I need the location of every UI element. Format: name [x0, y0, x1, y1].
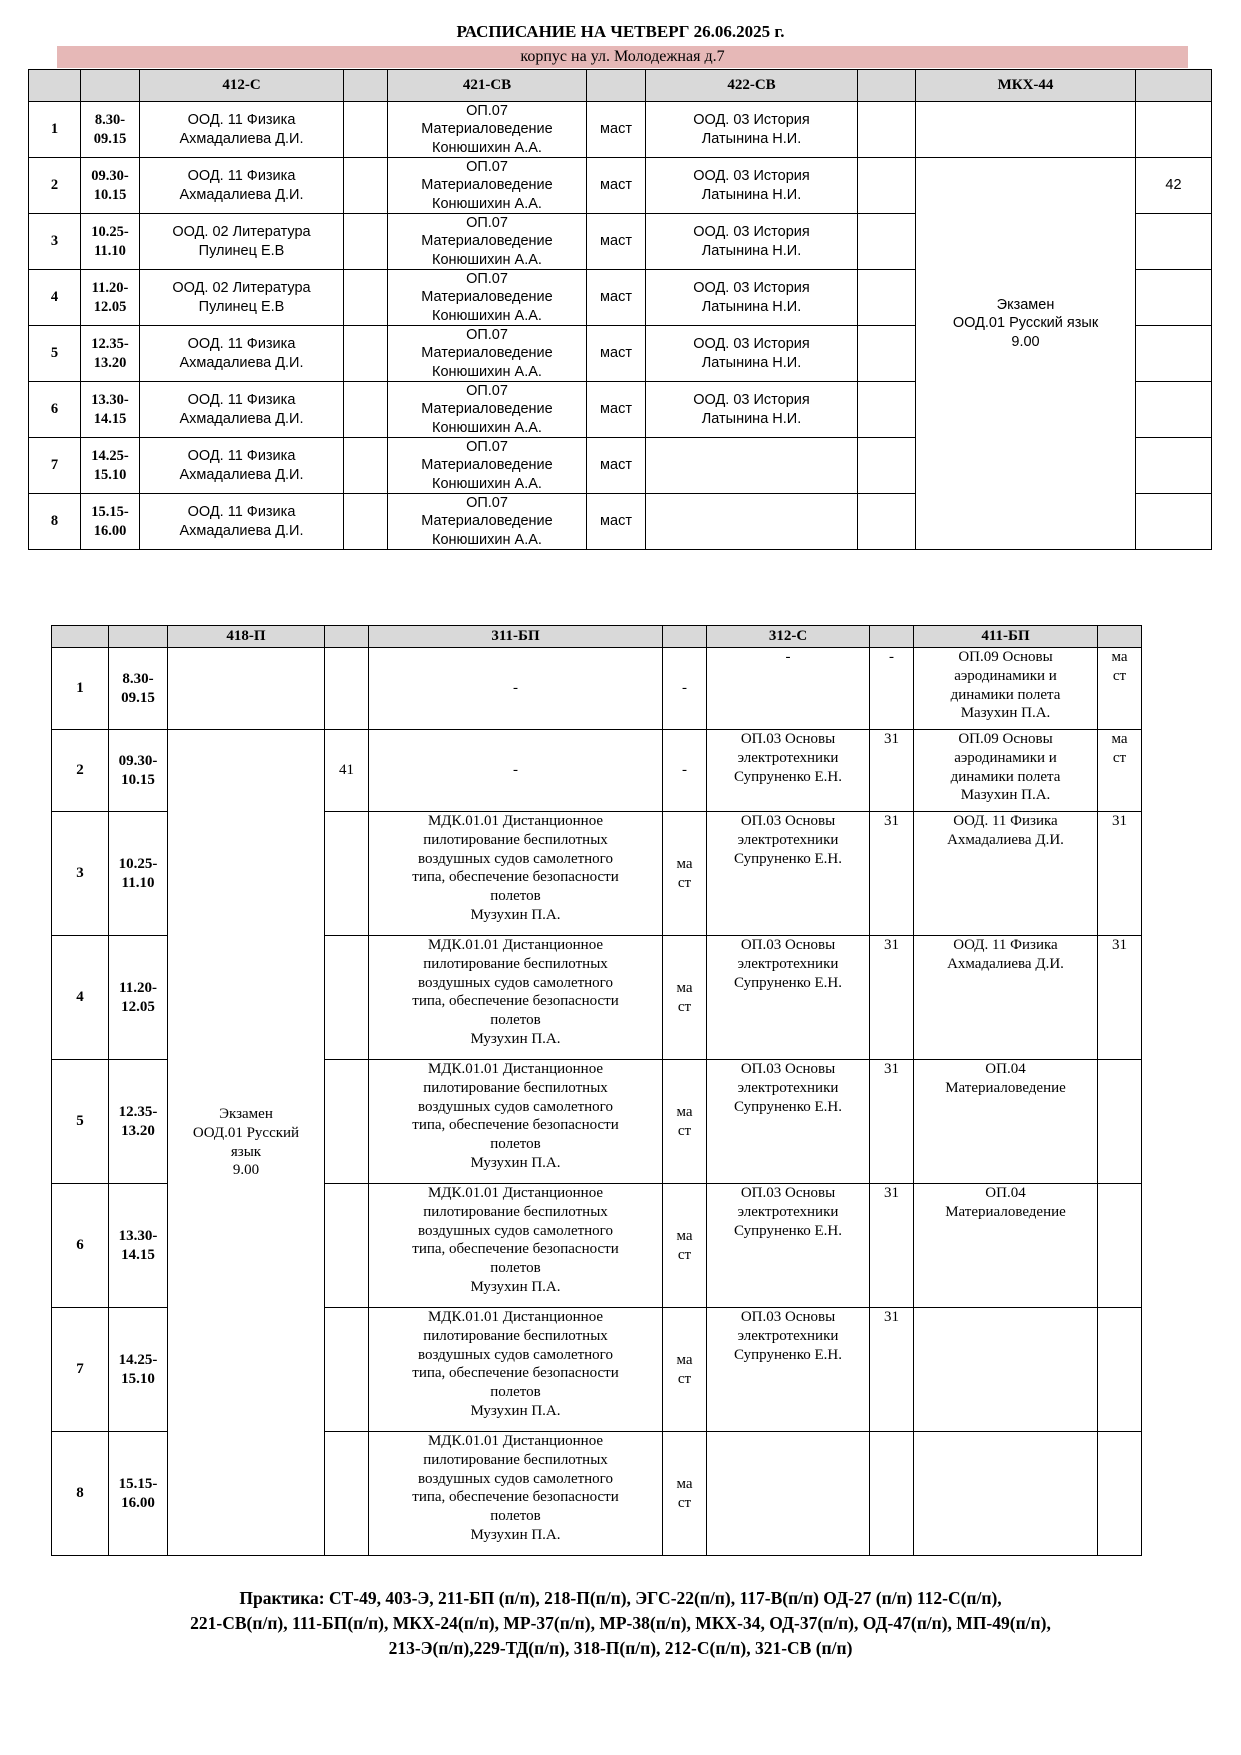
- header-time: [109, 626, 168, 648]
- header-number: [52, 626, 109, 648]
- lesson-cell: [914, 1432, 1098, 1556]
- room-cell: маст: [587, 158, 646, 214]
- room-cell: ма ст: [663, 1308, 707, 1432]
- lesson-cell: ОП.03 Основы электротехники Супруненко Е.Н.: [707, 936, 870, 1060]
- room-cell: ма ст: [1098, 648, 1142, 730]
- room-cell: [1136, 438, 1212, 494]
- room-cell: маст: [587, 102, 646, 158]
- schedule-table-2-body: [52, 626, 1142, 1556]
- table-header-row: [52, 626, 1142, 648]
- practice-groups-note: Практика: СТ-49, 403-Э, 211-БП (п/п), 218-П(п/п), ЭГС-22(п/п), 117-В(п/п) ОД-27 (п/п) 112-С(п/п), 221-СВ(п/п), 111-БП(п/п), МКХ-24(п/п), МР-37(п/п), МР-38(п/п), МКХ-34, ОД-37(п/п), ОД-47(п/п), МП-49(п/п), 213-Э(п/п),229-ТД(п/п), 318-П(п/п), 212-С(п/п), 321-СВ (п/п): [190, 1588, 1051, 1658]
- group-header: МКХ-44: [916, 70, 1136, 102]
- room-header: [325, 626, 369, 648]
- lesson-time: 09.30- 10.15: [81, 158, 140, 214]
- lesson-cell: ООД. 11 Физика Ахмадалиева Д.И.: [140, 102, 344, 158]
- room-cell: [858, 158, 916, 214]
- exam-cell: Экзамен ООД.01 Русский язык 9.00: [168, 730, 325, 1556]
- lesson-number: 4: [52, 936, 109, 1060]
- lesson-time: 12.35- 13.20: [109, 1060, 168, 1184]
- lesson-cell: ООД. 03 История Латынина Н.И.: [646, 158, 858, 214]
- group-header: 412-С: [140, 70, 344, 102]
- lesson-cell: [646, 438, 858, 494]
- room-header: [663, 626, 707, 648]
- lesson-cell: ОП.07 Материаловедение Конюшихин А.А.: [388, 326, 587, 382]
- room-header: [1136, 70, 1212, 102]
- room-cell: [344, 382, 388, 438]
- lesson-number: 6: [29, 382, 81, 438]
- header-time: [81, 70, 140, 102]
- room-cell: [344, 214, 388, 270]
- lesson-cell: ООД. 11 Физика Ахмадалиева Д.И.: [140, 438, 344, 494]
- lesson-cell: ОП.03 Основы электротехники Супруненко Е.Н.: [707, 1308, 870, 1432]
- page-title: РАСПИСАНИЕ НА ЧЕТВЕРГ 26.06.2025 г.: [456, 22, 785, 41]
- lesson-time: 11.20- 12.05: [109, 936, 168, 1060]
- lesson-cell: ООД. 02 Литература Пулинец Е.В: [140, 214, 344, 270]
- lesson-cell: МДК.01.01 Дистанционное пилотирование беспилотных воздушных судов самолетного типа, обеспечение безопасности полетов Музухин П.А.: [369, 1060, 663, 1184]
- lesson-cell: ООД. 03 История Латынина Н.И.: [646, 326, 858, 382]
- lesson-time: 10.25- 11.10: [109, 812, 168, 936]
- lesson-cell: ООД. 11 Физика Ахмадалиева Д.И.: [140, 326, 344, 382]
- lesson-cell: ОП.03 Основы электротехники Супруненко Е.Н.: [707, 1060, 870, 1184]
- room-cell: 31: [870, 812, 914, 936]
- room-cell: [344, 438, 388, 494]
- lesson-time: 10.25- 11.10: [81, 214, 140, 270]
- lesson-number: 3: [29, 214, 81, 270]
- room-cell: [325, 1308, 369, 1432]
- lesson-cell: ООД. 03 История Латынина Н.И.: [646, 382, 858, 438]
- lesson-cell: МДК.01.01 Дистанционное пилотирование беспилотных воздушных судов самолетного типа, обеспечение безопасности полетов Музухин П.А.: [369, 1184, 663, 1308]
- lesson-number: 8: [52, 1432, 109, 1556]
- schedule-table-1: [28, 69, 1212, 550]
- table-row: [52, 730, 1142, 812]
- room-cell: маст: [587, 382, 646, 438]
- room-cell: [858, 102, 916, 158]
- room-header: [870, 626, 914, 648]
- lesson-time: 12.35- 13.20: [81, 326, 140, 382]
- lesson-time: 8.30- 09.15: [109, 648, 168, 730]
- lesson-cell: ОП.07 Материаловедение Конюшихин А.А.: [388, 494, 587, 550]
- room-cell: маст: [587, 326, 646, 382]
- room-header: [587, 70, 646, 102]
- lesson-number: 3: [52, 812, 109, 936]
- group-header: 421-СВ: [388, 70, 587, 102]
- lesson-cell: МДК.01.01 Дистанционное пилотирование беспилотных воздушных судов самолетного типа, обеспечение безопасности полетов Музухин П.А.: [369, 1308, 663, 1432]
- lesson-cell: ООД. 11 Физика Ахмадалиева Д.И.: [914, 936, 1098, 1060]
- lesson-time: 15.15- 16.00: [81, 494, 140, 550]
- lesson-cell: ОП.03 Основы электротехники Супруненко Е.Н.: [707, 730, 870, 812]
- lesson-cell: -: [707, 648, 870, 730]
- lesson-number: 1: [52, 648, 109, 730]
- room-cell: -: [870, 648, 914, 730]
- lesson-cell: ОП.04 Материаловедение: [914, 1184, 1098, 1308]
- lesson-number: 5: [52, 1060, 109, 1184]
- lesson-cell: ОП.03 Основы электротехники Супруненко Е.Н.: [707, 1184, 870, 1308]
- room-cell: [858, 270, 916, 326]
- lesson-time: 13.30- 14.15: [81, 382, 140, 438]
- room-cell: [1098, 1432, 1142, 1556]
- header-number: [29, 70, 81, 102]
- room-cell: 42: [1136, 158, 1212, 214]
- room-cell: [325, 648, 369, 730]
- group-header: 411-БП: [914, 626, 1098, 648]
- lesson-time: 15.15- 16.00: [109, 1432, 168, 1556]
- room-cell: [1136, 270, 1212, 326]
- room-cell: [1098, 1060, 1142, 1184]
- lesson-time: 14.25- 15.10: [81, 438, 140, 494]
- lesson-cell: [916, 102, 1136, 158]
- room-cell: ма ст: [663, 1184, 707, 1308]
- lesson-cell: ОП.07 Материаловедение Конюшихин А.А.: [388, 214, 587, 270]
- lesson-cell: ОП.07 Материаловедение Конюшихин А.А.: [388, 158, 587, 214]
- room-cell: [1098, 1184, 1142, 1308]
- lesson-cell: ОП.03 Основы электротехники Супруненко Е.Н.: [707, 812, 870, 936]
- lesson-cell: МДК.01.01 Дистанционное пилотирование беспилотных воздушных судов самолетного типа, обеспечение безопасности полетов Музухин П.А.: [369, 936, 663, 1060]
- lesson-time: 09.30- 10.15: [109, 730, 168, 812]
- lesson-number: 1: [29, 102, 81, 158]
- room-cell: [344, 158, 388, 214]
- room-cell: [1098, 1308, 1142, 1432]
- room-cell: [858, 494, 916, 550]
- lesson-number: 8: [29, 494, 81, 550]
- room-cell: [1136, 382, 1212, 438]
- group-header: 312-С: [707, 626, 870, 648]
- lesson-time: 11.20- 12.05: [81, 270, 140, 326]
- room-cell: -: [663, 730, 707, 812]
- room-cell: [858, 214, 916, 270]
- group-header: 418-П: [168, 626, 325, 648]
- lesson-cell: [707, 1432, 870, 1556]
- room-cell: -: [663, 648, 707, 730]
- room-cell: [1136, 102, 1212, 158]
- lesson-number: 7: [29, 438, 81, 494]
- lesson-cell: ОП.07 Материаловедение Конюшихин А.А.: [388, 270, 587, 326]
- table-row: [52, 648, 1142, 730]
- table-row: [29, 158, 1212, 214]
- lesson-time: 8.30- 09.15: [81, 102, 140, 158]
- room-cell: [344, 102, 388, 158]
- lesson-cell: [168, 648, 325, 730]
- room-cell: маст: [587, 494, 646, 550]
- room-cell: 31: [870, 1184, 914, 1308]
- lesson-cell: ООД. 11 Физика Ахмадалиева Д.И.: [140, 382, 344, 438]
- room-cell: 31: [870, 730, 914, 812]
- room-cell: [325, 1184, 369, 1308]
- room-cell: [344, 494, 388, 550]
- lesson-number: 2: [52, 730, 109, 812]
- lesson-number: 6: [52, 1184, 109, 1308]
- room-cell: ма ст: [663, 1060, 707, 1184]
- room-cell: 31: [870, 1060, 914, 1184]
- room-cell: [325, 1060, 369, 1184]
- lesson-time: 14.25- 15.10: [109, 1308, 168, 1432]
- room-cell: [858, 326, 916, 382]
- room-cell: [870, 1432, 914, 1556]
- lesson-number: 5: [29, 326, 81, 382]
- table-row: [29, 102, 1212, 158]
- room-cell: [325, 1432, 369, 1556]
- lesson-cell: МДК.01.01 Дистанционное пилотирование беспилотных воздушных судов самолетного типа, обеспечение безопасности полетов Музухин П.А.: [369, 812, 663, 936]
- room-cell: [1136, 214, 1212, 270]
- room-cell: маст: [587, 270, 646, 326]
- lesson-cell: -: [369, 648, 663, 730]
- group-header: 422-СВ: [646, 70, 858, 102]
- room-cell: маст: [587, 438, 646, 494]
- lesson-cell: [646, 494, 858, 550]
- room-cell: ма ст: [663, 812, 707, 936]
- room-cell: [325, 812, 369, 936]
- lesson-cell: ОП.09 Основы аэродинамики и динамики полета Мазухин П.А.: [914, 730, 1098, 812]
- lesson-cell: [914, 1308, 1098, 1432]
- lesson-time: 13.30- 14.15: [109, 1184, 168, 1308]
- lesson-cell: ООД. 11 Физика Ахмадалиева Д.И.: [140, 158, 344, 214]
- room-header: [344, 70, 388, 102]
- lesson-cell: ОП.09 Основы аэродинамики и динамики полета Мазухин П.А.: [914, 648, 1098, 730]
- room-cell: [1136, 494, 1212, 550]
- lesson-cell: ООД. 11 Физика Ахмадалиева Д.И.: [140, 494, 344, 550]
- schedule-table-2: [51, 625, 1142, 1556]
- lesson-cell: МДК.01.01 Дистанционное пилотирование беспилотных воздушных судов самолетного типа, обеспечение безопасности полетов Музухин П.А.: [369, 1432, 663, 1556]
- room-cell: [344, 326, 388, 382]
- lesson-cell: ООД. 11 Физика Ахмадалиева Д.И.: [914, 812, 1098, 936]
- room-cell: маст: [587, 214, 646, 270]
- room-cell: [325, 936, 369, 1060]
- room-header: [1098, 626, 1142, 648]
- room-cell: ма ст: [663, 1432, 707, 1556]
- exam-cell: Экзамен ООД.01 Русский язык 9.00: [916, 158, 1136, 550]
- lesson-cell: ООД. 03 История Латынина Н.И.: [646, 214, 858, 270]
- room-cell: 31: [1098, 812, 1142, 936]
- lesson-cell: ОП.04 Материаловедение: [914, 1060, 1098, 1184]
- group-header: 311-БП: [369, 626, 663, 648]
- room-cell: [1136, 326, 1212, 382]
- room-cell: [858, 438, 916, 494]
- lesson-cell: ООД. 02 Литература Пулинец Е.В: [140, 270, 344, 326]
- lesson-number: 2: [29, 158, 81, 214]
- room-cell: [858, 382, 916, 438]
- room-cell: ма ст: [1098, 730, 1142, 812]
- lesson-cell: ООД. 03 История Латынина Н.И.: [646, 270, 858, 326]
- room-cell: [344, 270, 388, 326]
- room-cell: 41: [325, 730, 369, 812]
- room-cell: 31: [1098, 936, 1142, 1060]
- lesson-number: 7: [52, 1308, 109, 1432]
- table-header-row: [29, 70, 1212, 102]
- room-cell: ма ст: [663, 936, 707, 1060]
- lesson-cell: ОП.07 Материаловедение Конюшихин А.А.: [388, 102, 587, 158]
- lesson-cell: ОП.07 Материаловедение Конюшихин А.А.: [388, 438, 587, 494]
- room-header: [858, 70, 916, 102]
- lesson-number: 4: [29, 270, 81, 326]
- building-subtitle: корпус на ул. Молодежная д.7: [57, 46, 1188, 68]
- lesson-cell: -: [369, 730, 663, 812]
- schedule-table-1-body: [29, 70, 1212, 550]
- room-cell: 31: [870, 1308, 914, 1432]
- lesson-cell: ООД. 03 История Латынина Н.И.: [646, 102, 858, 158]
- lesson-cell: ОП.07 Материаловедение Конюшихин А.А.: [388, 382, 587, 438]
- room-cell: 31: [870, 936, 914, 1060]
